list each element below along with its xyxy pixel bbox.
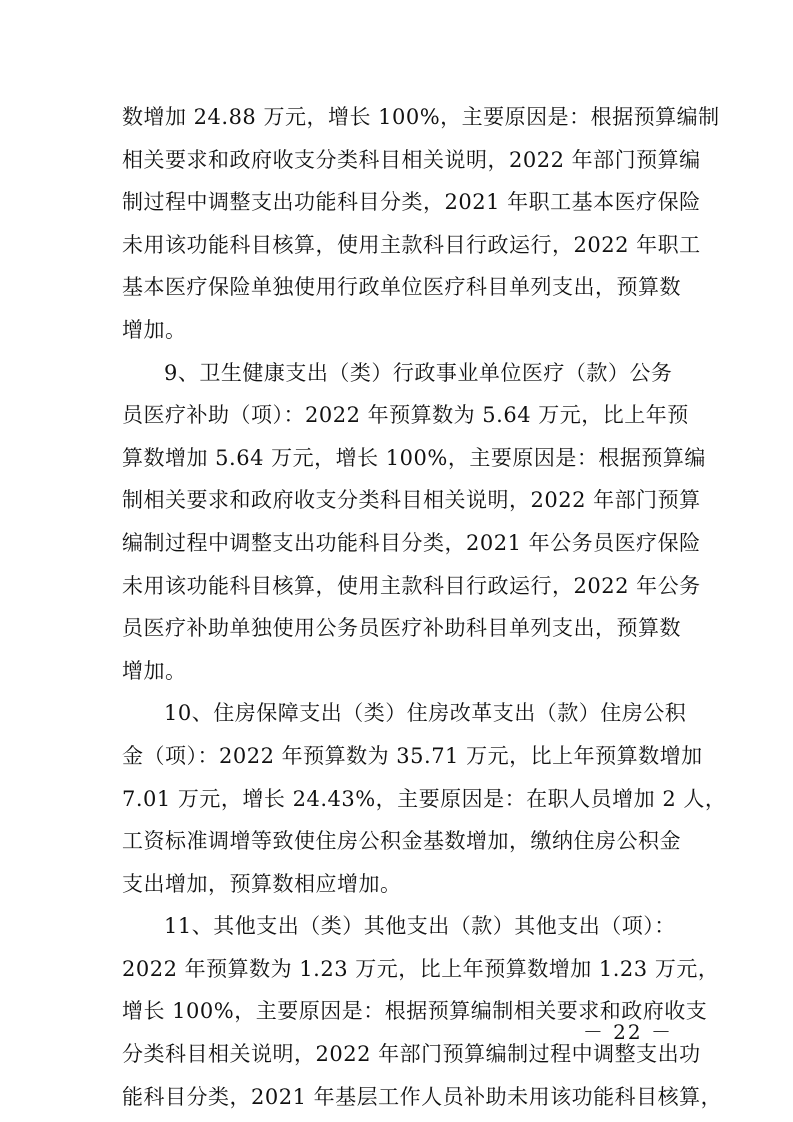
text-line: 7.01 万元，增长 24.43%，主要原因是：在职人员增加 2 人，: [122, 786, 727, 811]
text-line: 2022 年预算数为 1.23 万元，比上年预算数增加 1.23 万元，: [122, 956, 720, 981]
text-line: 基本医疗保险单独使用行政单位医疗科目单列支出，预算数: [122, 275, 681, 300]
body-text: [122, 96, 727, 1118]
text-line: 增加。: [122, 658, 187, 683]
text-line: 10、住房保障支出（类）住房改革支出（款）住房公积: [164, 701, 687, 726]
text-line: 支出增加，预算数相应增加。: [122, 871, 402, 896]
text-line: 制过程中调整支出功能科目分类，2021 年职工基本医疗保险: [122, 190, 701, 215]
text-line: 员医疗补助（项）：2022 年预算数为 5.64 万元，比上年预: [122, 403, 689, 428]
text-line: 算数增加 5.64 万元，增长 100%，主要原因是：根据预算编: [122, 445, 706, 470]
text-line: 能科目分类，2021 年基层工作人员补助未用该功能科目核算，: [122, 1084, 723, 1109]
text-line: 9、卫生健康支出（类）行政事业单位医疗（款）公务: [164, 360, 673, 385]
text-line: 分类科目相关说明，2022 年部门预算编制过程中调整支出功: [122, 1042, 701, 1067]
text-line: 制相关要求和政府收支分类科目相关说明，2022 年部门预算: [122, 488, 701, 513]
text-line: 未用该功能科目核算，使用主款科目行政运行，2022 年公务: [122, 573, 701, 598]
text-line: 员医疗补助单独使用公务员医疗补助科目单列支出，预算数: [122, 616, 681, 641]
text-line: 工资标准调增等致使住房公积金基数增加，缴纳住房公积金: [122, 829, 681, 854]
text-line: 编制过程中调整支出功能科目分类，2021 年公务员医疗保险: [122, 530, 701, 555]
text-line: 相关要求和政府收支分类科目相关说明，2022 年部门预算编: [122, 147, 701, 172]
text-line: 数增加 24.88 万元，增长 100%，主要原因是：根据预算编制: [122, 105, 720, 129]
page-number: － 22 －: [582, 1020, 673, 1044]
text-line: 金（项）：2022 年预算数为 35.71 万元，比上年预算数增加: [122, 743, 703, 768]
text-line: 增加。: [122, 317, 187, 342]
text-line: 未用该功能科目核算，使用主款科目行政运行，2022 年职工: [122, 232, 701, 257]
text-line: 11、其他支出（类）其他支出（款）其他支出（项）：: [164, 914, 676, 939]
text-line: 增长 100%，主要原因是：根据预算编制相关要求和政府收支: [122, 999, 708, 1024]
